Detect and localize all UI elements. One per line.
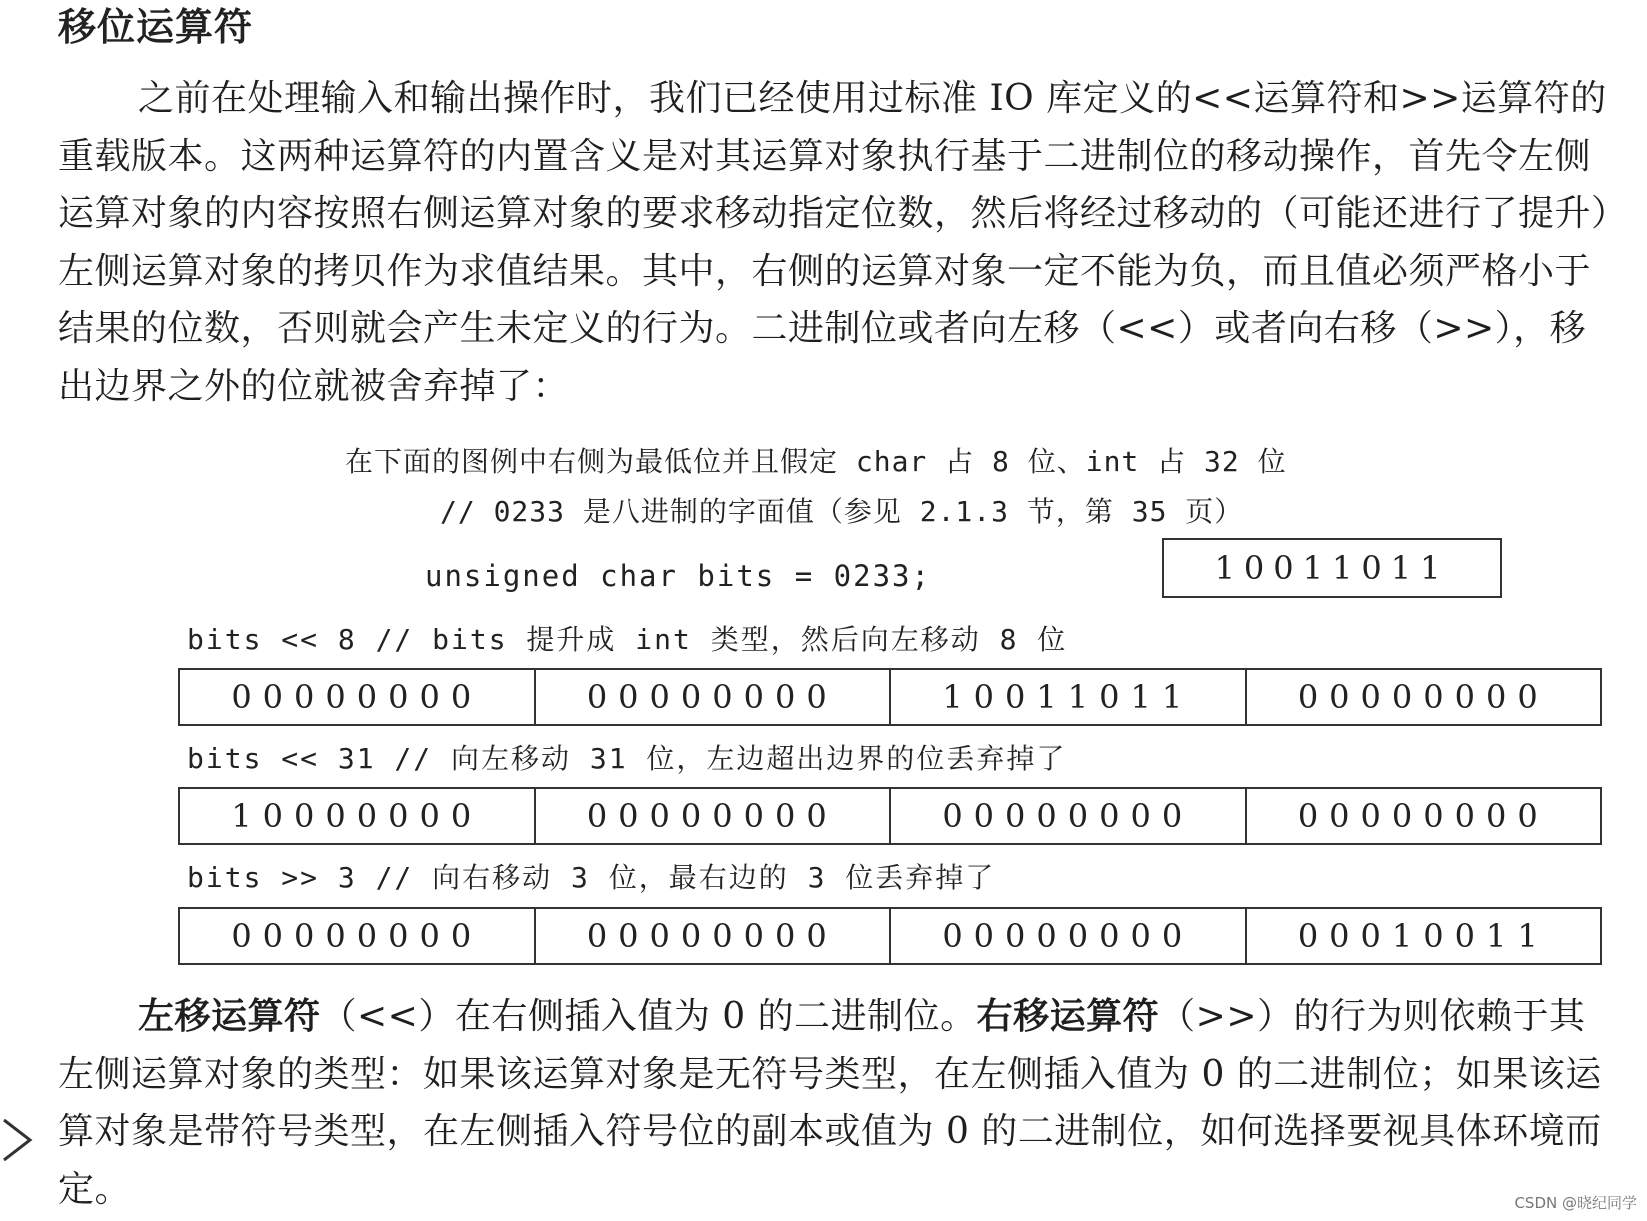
- figure-comment-1: 在下面的图例中右侧为最低位并且假定 char 占 8 位、int 占 32 位: [345, 445, 1287, 478]
- bits-declaration: unsigned char bits = 0233;: [425, 559, 931, 593]
- int-bits-row-right-3: [178, 907, 1602, 965]
- shift-label-left-31: bits << 31 // 向左移动 31 位，左边超出边界的位丢弃掉了: [187, 742, 1067, 775]
- byte-cell: 10011011: [891, 670, 1247, 724]
- shift-label-right-3: bits >> 3 // 向右移动 3 位，最右边的 3 位丢弃掉了: [187, 861, 996, 894]
- left-shift-text: （<<）在右侧插入值为 0 的二进制位。: [320, 996, 977, 1037]
- intro-paragraph: 之前在处理输入和输出操作时，我们已经使用过标准 IO 库定义的<<运算符和>>运算符的重载版本。这两种运算符的内置含义是对其运算对象执行基于二进制位的移动操作，首先令左侧运算对象的内容按照右侧运算对象的要求移动指定位数，然后将经过移动的（可能还进行了提升）左侧运算对象的拷贝作为求值结果。其中，右侧的运算对象一定不能为负，而且值必须严格小于结果的位数，否则就会产生未定义的行为。二进制位或者向左移（<<）或者向右移（>>），移出边界之外的位就被舍弃掉了：: [58, 78, 1610, 407]
- byte-cell: 00000000: [536, 909, 892, 963]
- int-bits-row-left-8: [178, 668, 1602, 726]
- byte-cell: 00000000: [536, 789, 892, 843]
- chevron-right-icon: [0, 1110, 36, 1170]
- byte-cell: 00000000: [1297, 797, 1549, 835]
- byte-cell: 00000000: [891, 789, 1247, 843]
- left-shift-term: 左移运算符: [138, 996, 321, 1037]
- int-bits-row-left-31: [178, 787, 1602, 845]
- byte-cell: 00000000: [180, 670, 536, 724]
- byte-cell: 00010011: [1297, 917, 1549, 955]
- right-shift-term: 右移运算符: [976, 996, 1160, 1037]
- byte-cell: 00000000: [536, 670, 892, 724]
- figure-comment-2: // 0233 是八进制的字面值（参见 2.1.3 节，第 35 页）: [440, 495, 1244, 528]
- right-shift-text: （>>）的行为则依赖于其左侧运算对象的类型：如果该运算对象是无符号类型，在左侧插入值为 0 的二进制位；如果该运算对象是带符号类型，在左侧插入符号位的副本或值为 0 的二进制位，如何选择要视具体环境而定。: [58, 996, 1602, 1210]
- section-heading: 移位运算符: [58, 5, 254, 49]
- char-bits-box: 10011011: [1162, 538, 1502, 598]
- byte-cell: 00000000: [891, 909, 1247, 963]
- byte-cell: 00000000: [180, 909, 536, 963]
- byte-cell: 00000000: [1297, 678, 1549, 716]
- byte-cell: 10000000: [180, 789, 536, 843]
- shift-label-left-8: bits << 8 // bits 提升成 int 类型，然后向左移动 8 位: [187, 623, 1068, 656]
- shift-behavior-paragraph: [58, 988, 1610, 1218]
- watermark: CSDN @晓纪同学: [1514, 1194, 1637, 1212]
